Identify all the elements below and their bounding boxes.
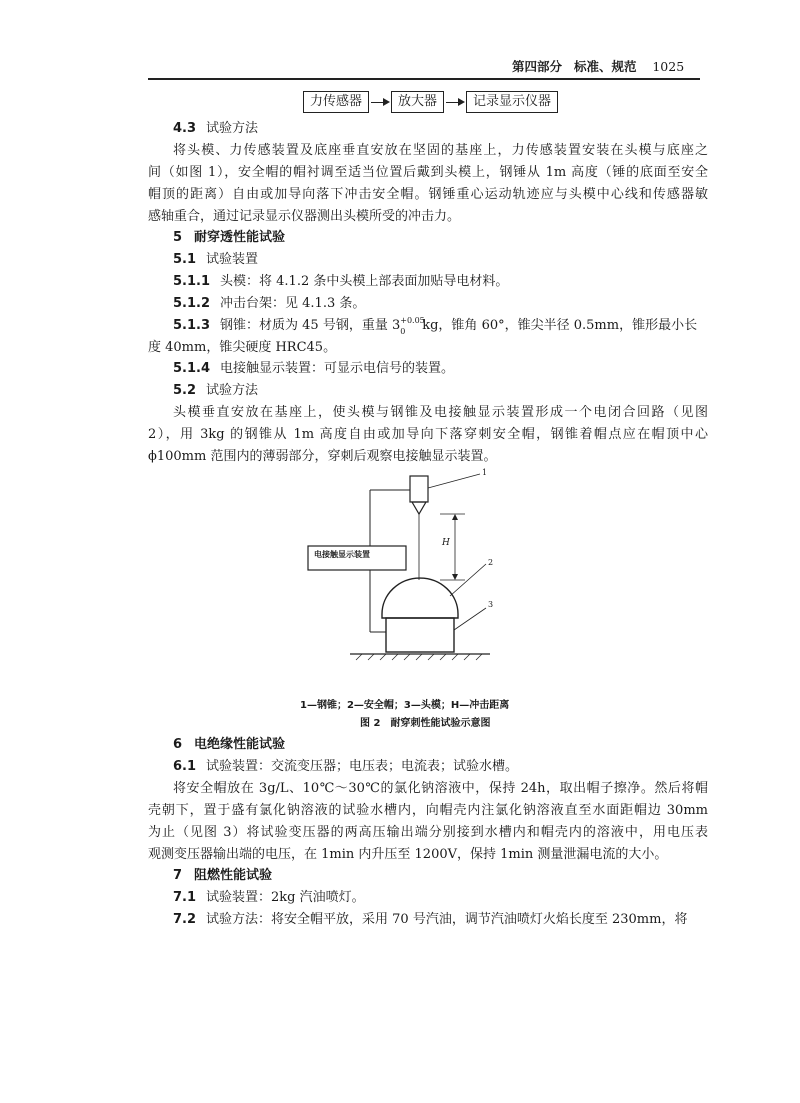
section-number: 6 — [173, 737, 183, 752]
h-label: H — [442, 538, 450, 548]
paragraph-line: 间（如图 1），安全帽的帽衬调至适当位置后戴到头模上，钢锤从 1m 高度（锤的底面至安全 — [148, 165, 708, 180]
section-4-3-heading — [173, 119, 708, 139]
signal-flow-diagram — [303, 91, 558, 113]
clause-5-1-1 — [173, 272, 708, 292]
figure-caption: 图 2 耐穿刺性能试验示意图 — [360, 718, 491, 729]
section-number: 7 — [173, 868, 183, 883]
flow-box-sensor: 力传感器 — [303, 91, 369, 113]
callout-leader-1 — [428, 474, 480, 488]
header-subsection: 标准、规范 — [573, 59, 637, 74]
clause-5-1-3 — [173, 316, 708, 336]
figure-2-diagram — [300, 468, 500, 668]
display-device-label: 电接触显示装置 — [314, 550, 370, 559]
paragraph-line: 将安全帽放在 3g/L、10℃～30℃的氯化钠溶液中，保持 24h，取出帽子擦净。然后将帽 — [173, 781, 708, 796]
callout-2: 2 — [488, 558, 494, 567]
clause-6-1 — [173, 757, 708, 777]
section-5-heading — [173, 228, 708, 248]
clause-number: 7.1 — [173, 890, 197, 905]
steel-cone — [412, 502, 426, 514]
section-number: 5.2 — [173, 383, 197, 398]
section-number: 5.1 — [173, 252, 197, 267]
clause-number: 7.2 — [173, 912, 197, 927]
paragraph-line: 将头模、力传感装置及底座垂直安放在坚固的基座上，力传感装置安装在头模与底座之 — [173, 143, 708, 158]
paragraph-line: 壳朝下，置于盛有氯化钠溶液的试验水槽内，向帽壳内注氯化钠溶液直至水面距帽边 30mm — [148, 803, 708, 818]
cone-holder — [410, 476, 428, 502]
clause-number: 5.1.3 — [173, 318, 211, 333]
section-title: 试验装置 — [206, 252, 259, 267]
paragraph-line: 度 40mm，锥尖硬度 HRC45。 — [148, 340, 337, 355]
section-title: 电绝缘性能试验 — [194, 737, 286, 752]
figure-legend: 1—钢锥；2—安全帽；3—头模；H—冲击距离 — [300, 700, 510, 711]
section-5-1-heading — [173, 250, 708, 270]
running-header — [512, 57, 684, 75]
paragraph-line: 为止（见图 3）将试验变压器的两高压输出端分别接到水槽内和帽壳内的溶液中，用电压表 — [148, 825, 708, 840]
paragraph-line: 2），用 3kg 的钢锥从 1m 高度自由或加导向下落穿刺安全帽，钢锥着帽点应在帽顶中心 — [148, 427, 708, 442]
safety-helmet — [382, 578, 458, 618]
section-6-heading — [173, 735, 708, 755]
clause-5-1-2 — [173, 294, 708, 314]
clause-text: 电接触显示装置：可显示电信号的装置。 — [220, 361, 455, 376]
callout-leader-3 — [454, 608, 486, 630]
clause-7-2 — [173, 910, 708, 930]
paragraph-line: 头模垂直安放在基座上，使头模与钢锥及电接触显示装置形成一个电闭合回路（见图 — [173, 405, 708, 420]
section-number: 5 — [173, 230, 183, 245]
page-number: 1025 — [652, 59, 685, 74]
section-7-heading — [173, 866, 708, 886]
section-5-2-heading — [173, 381, 708, 401]
tolerance-sub: 0 — [400, 327, 406, 336]
clause-7-1 — [173, 888, 708, 908]
clause-text: 试验方法：将安全帽平放，采用 70 号汽油，调节汽油喷灯火焰长度至 230mm，将 — [206, 912, 688, 927]
section-title: 阻燃性能试验 — [194, 868, 273, 883]
clause-number: 5.1.4 — [173, 361, 211, 376]
arrow-right-icon — [444, 93, 466, 111]
clause-number: 6.1 — [173, 759, 197, 774]
tolerance-sup: +0.05 — [400, 316, 425, 325]
section-title: 试验方法 — [206, 383, 259, 398]
flow-box-amplifier: 放大器 — [391, 91, 444, 113]
section-title: 耐穿透性能试验 — [194, 230, 286, 245]
section-number: 4.3 — [173, 121, 197, 136]
head-form — [386, 618, 454, 652]
paragraph-line: 帽顶的距离）自由或加导向落下冲击安全帽。钢锤重心运动轨迹应与头模中心线和传感器敏 — [148, 187, 708, 202]
base-hatching — [356, 654, 482, 660]
callout-1: 1 — [482, 468, 488, 477]
clause-text: 钢锥：材质为 45 号钢，重量 3 — [220, 318, 401, 333]
flow-box-recorder: 记录显示仪器 — [466, 91, 558, 113]
paragraph-line: ϕ100mm 范围内的薄弱部分，穿刺后观察电接触显示装置。 — [148, 449, 497, 464]
clause-text-cont: kg，锥角 60°，锥尖半径 0.5mm，锥形最小长 — [422, 318, 698, 333]
clause-number: 5.1.1 — [173, 274, 211, 289]
paragraph-line: 观测变压器输出端的电压，在 1min 内升压至 1200V，保持 1min 测量泄漏电流的大小。 — [148, 847, 668, 862]
clause-text: 试验装置：2kg 汽油喷灯。 — [206, 890, 365, 905]
arrow-right-icon — [369, 93, 391, 111]
clause-text: 试验装置：交流变压器；电压表；电流表；试验水槽。 — [206, 759, 519, 774]
clause-number: 5.1.2 — [173, 296, 211, 311]
clause-text: 头模：将 4.1.2 条中头模上部表面加贴导电材料。 — [220, 274, 509, 289]
callout-3: 3 — [488, 600, 494, 609]
clause-5-1-4 — [173, 359, 708, 379]
section-title: 试验方法 — [206, 121, 259, 136]
header-rule — [148, 78, 700, 80]
paragraph-line: 感轴重合，通过记录显示仪器测出头模所受的冲击力。 — [148, 209, 461, 224]
clause-text: 冲击台架：见 4.1.3 条。 — [220, 296, 366, 311]
header-section: 第四部分 — [512, 59, 563, 74]
